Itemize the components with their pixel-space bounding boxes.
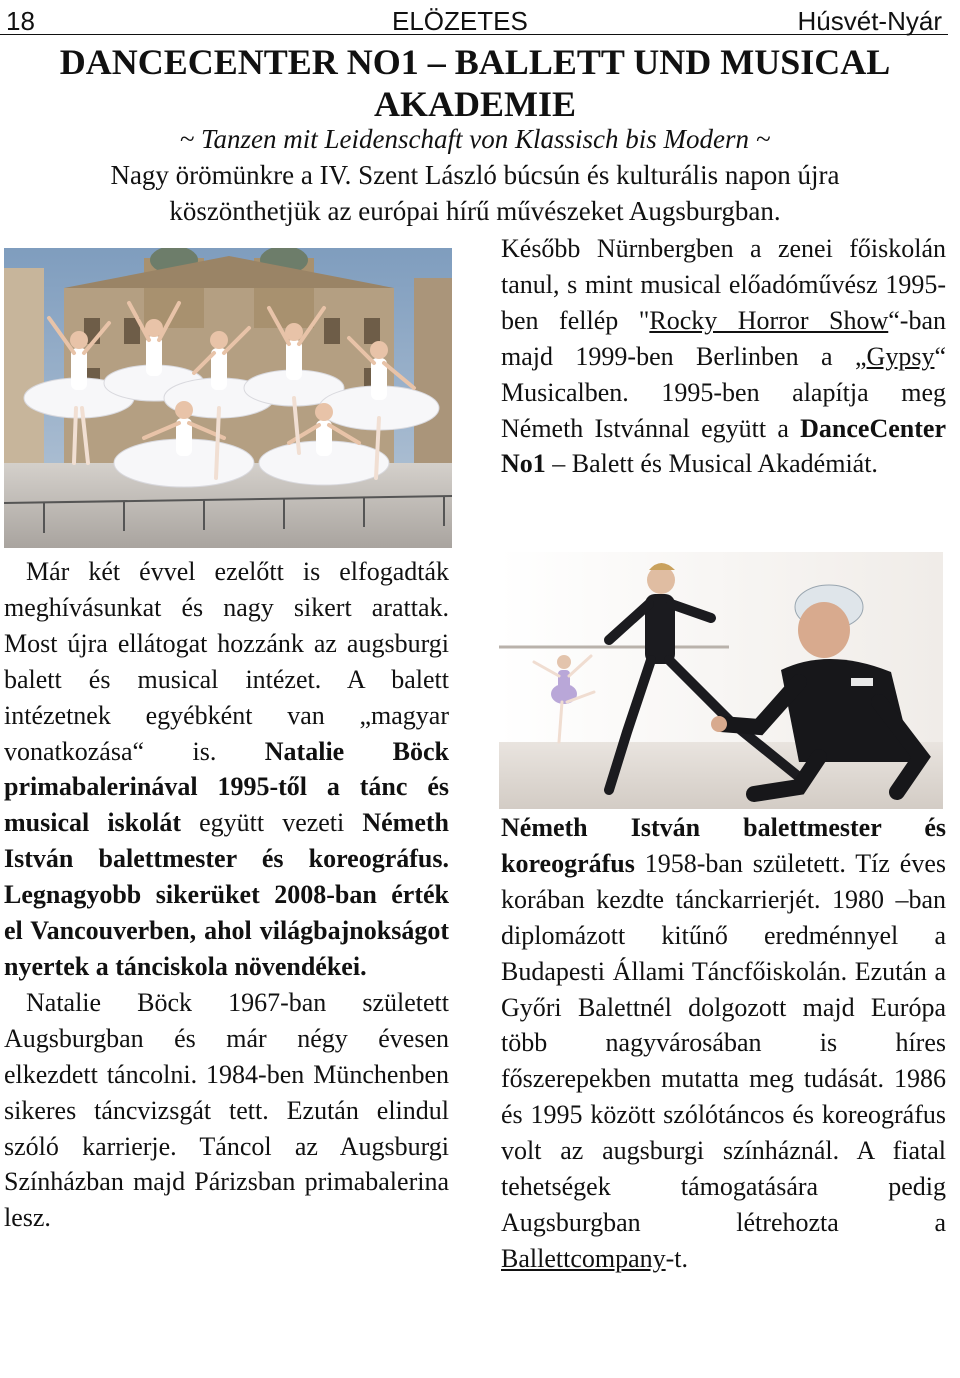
intro-line-1: Nagy örömünkre a IV. Szent László búcsún és kulturális napon újra [110,160,840,190]
title-line-1: DANCECENTER NO1 – BALLETT UND MUSICAL [59,42,891,82]
right-p1-text-1: Később Nürnbergben a zenei főiskolán tanul, s mint musical előadóművész 1995-ben fellép " [501,234,946,335]
right-p1-bold: DanceCenter No1 [501,413,946,479]
right-column-bottom [501,810,946,1277]
page-header [0,4,948,35]
title-line-2: AKADEMIE [373,84,576,124]
left-p1-bold-2: Németh István balettmester és koreográfus. Legnagyobb sikerüket 2008-ban érték el Vancouverben, ahol világbajnokságot nyertek a tánciskola növendékei. [4,808,449,981]
left-paragraph-2: Natalie Böck 1967-ban született Augsburgban és már négy évesen elkezdett táncolni. 1984-ben Münchenben sikeres táncvizsgát tett. Ezután elindul szóló karrierje. Táncol az Augsburgi Színházban majd Párizsban primabalerina lesz. [4,987,449,1233]
right-p2-text-2: -t. [665,1243,689,1273]
left-p1-text-2: együtt vezeti [181,808,363,838]
right-p2-bold: Németh István balettmester és koreográfus [501,813,946,878]
right-paragraph-1 [501,231,946,482]
left-p1-text-1: Már két évvel ezelőtt is elfogadták meghívásunkat és nagy sikert arattak. Most újra ellátogat hozzánk az augsburgi balett és musical intézet. A balett intézetnek egyébként van „magyar vonatkozása“ is. [4,557,449,766]
right-p1-text-4: – Balett és Musical Akadémiát. [545,449,878,479]
page-number: 18 [6,6,35,36]
intro-line-2: köszönthetjük az európai hírű művészeket Augsburgban. [169,196,781,226]
ballettcompany-link[interactable]: Ballettcompany [501,1243,666,1273]
right-p2-text-1: 1958-ban született. Tíz éves korában kezdte tánckarrierjét. 1980 –ban diplomázott kitűnő eredménnyel a Budapesti Állami Táncfőiskolán. Ezután a Győri Balettnél dolgozott majd Európa több nagyvárosában is híres főszerepekben mutatta meg tudását. 1986 és 1995 között szólótáncos és koreográfus volt az augsburgi színháznál. A fiatal tehetségek támogatására pedig Augsburgban létrehozta a [501,848,946,1237]
right-paragraph-2 [501,810,946,1277]
issue-label: Húsvét-Nyár [797,6,942,36]
rocky-horror-link[interactable]: Rocky Horror Show [649,305,889,335]
section-label: ELÖZETES [392,6,528,36]
ballet-group-photo [4,248,452,548]
gypsy-link[interactable]: Gypsy [866,341,935,371]
article-title [0,41,950,125]
article-subtitle: ~ Tanzen mit Leidenschaft von Klassisch bis Modern ~ [179,124,771,154]
right-column-top [501,231,946,482]
left-paragraph-1 [4,554,449,985]
right-p1-text-2: “-ban majd 1999-ben Berlinben a „ [501,305,946,371]
dance-studio-photo [499,552,943,809]
article-intro [0,157,950,229]
left-p1-bold-1: Natalie Böck primabalerinával 1995-től a tánc és musical iskolát [4,736,449,838]
left-column [4,554,449,1236]
right-p1-text-3: “ Musicalben. 1995-ben alapítja meg Németh Istvánnal együtt a [501,341,946,443]
